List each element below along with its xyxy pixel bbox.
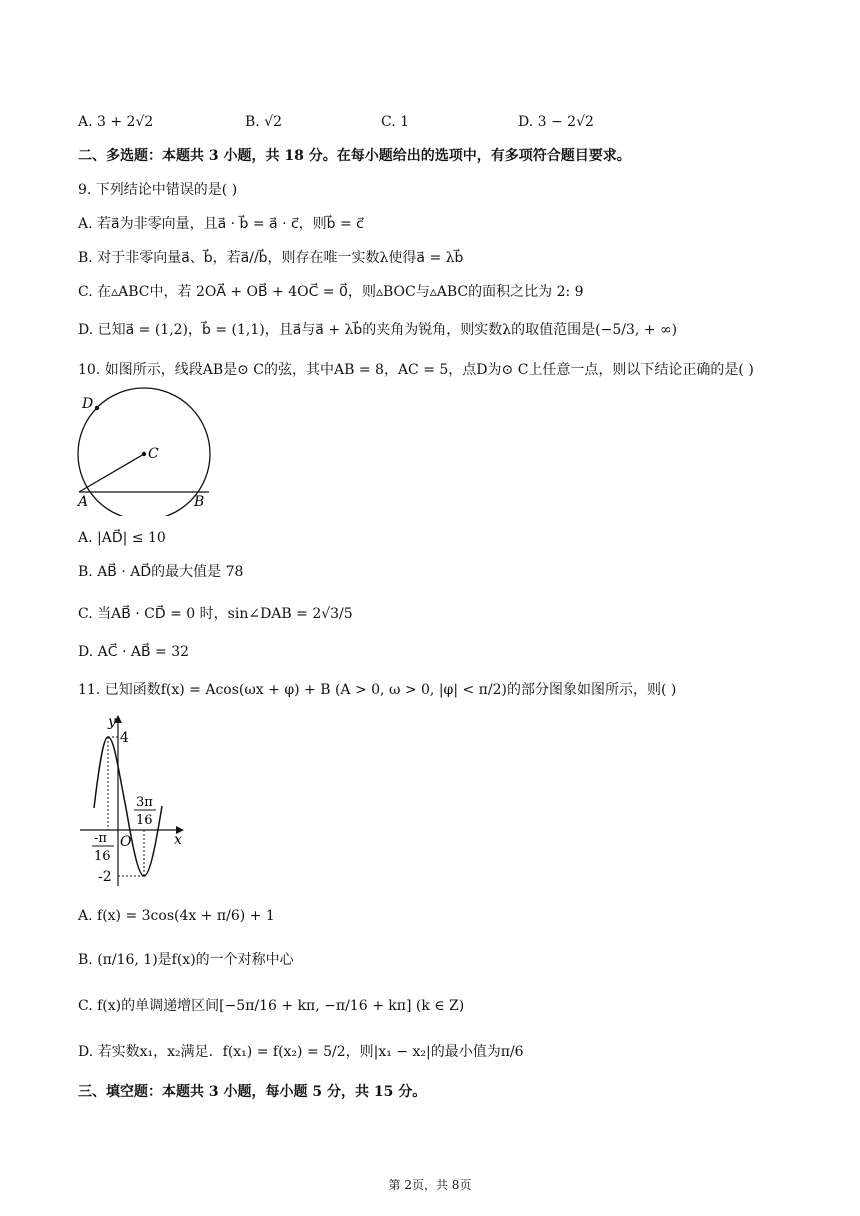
q8-option-b: B. √2: [245, 114, 283, 130]
label-b: B: [194, 494, 205, 510]
q11-stem: 11. 已知函数f(x) = Acos(ωx + φ) + B (A > 0, ω > 0, |φ| < π/2)的部分图象如图所示，则( ): [78, 682, 677, 698]
point-c: [142, 452, 146, 456]
min-label: -2: [98, 869, 112, 885]
q11-graph: [74, 708, 194, 893]
page-footer: 第 2页，共 8页: [388, 1178, 472, 1192]
max-label: 4: [120, 730, 129, 746]
label-d: D: [82, 396, 94, 412]
section3-header: 三、填空题：本题共 3 小题，每小题 5 分，共 15 分。: [78, 1084, 427, 1100]
label-3pi: 3π: [136, 795, 153, 810]
q10-circle-figure: [70, 386, 230, 516]
label-c: C: [148, 446, 159, 462]
q10-option-c: C. 当AB⃗ · CD⃗ = 0 时，sin∠DAB = 2√3/5: [78, 606, 353, 622]
label-16-right: 16: [136, 813, 153, 828]
q11-option-d: D. 若实数x₁，x₂满足．f(x₁) = f(x₂) = 5/2，则|x₁ − x₂|的最小值为π/6: [78, 1044, 524, 1060]
y-label: y: [108, 714, 116, 730]
x-label: x: [174, 832, 182, 848]
segment-ac: [79, 454, 144, 492]
q10-stem: 10. 如图所示，线段AB是⊙ C的弦，其中AB = 8，AC = 5，点D为⊙ C上任意一点，则以下结论正确的是( ): [78, 362, 754, 378]
q11-option-a: A. f(x) = 3cos(4x + π/6) + 1: [78, 908, 275, 924]
q8-option-c: C. 1: [381, 114, 410, 130]
label-neg-pi: -π: [94, 831, 107, 846]
label-16-left: 16: [94, 849, 111, 864]
q9-option-d: D. 已知a⃗ = (1,2)，b⃗ = (1,1)，且a⃗与a⃗ + λb⃗的夹角为锐角，则实数λ的取值范围是(−5/3, + ∞): [78, 322, 678, 338]
point-d: [95, 406, 99, 410]
q10-option-a: A. |AD⃗| ≤ 10: [78, 530, 166, 546]
q8-option-d: D. 3 − 2√2: [518, 114, 594, 130]
q8-option-a: A. 3 + 2√2: [78, 114, 154, 130]
q9-option-c: C. 在▵ABC中，若 2OA⃗ + OB⃗ + 4OC⃗ = 0⃗，则▵BOC与▵ABC的面积之比为 2: 9: [78, 284, 584, 300]
q9-option-b: B. 对于非零向量a⃗、b⃗，若a⃗//b⃗，则存在唯一实数λ使得a⃗ = λb⃗: [78, 250, 464, 266]
q11-option-c: C. f(x)的单调递增区间[−5π/16 + kπ, −π/16 + kπ] (k ∈ Z): [78, 998, 465, 1014]
label-a: A: [78, 494, 89, 510]
q8-options: [78, 114, 778, 134]
q10-option-d: D. AC⃗ · AB⃗ = 32: [78, 644, 190, 660]
q11-option-b: B. (π/16, 1)是f(x)的一个对称中心: [78, 952, 294, 968]
section2-header: 二、多选题：本题共 3 小题，共 18 分。在每小题给出的选项中，有多项符合题目要求。: [78, 148, 631, 164]
q10-option-b: B. AB⃗ · AD⃗的最大值是 78: [78, 564, 244, 580]
q9-stem: 9. 下列结论中错误的是( ): [78, 182, 238, 198]
origin-label: O: [120, 834, 132, 850]
q9-option-a: A. 若a⃗为非零向量，且a⃗ · b⃗ = a⃗ · c⃗，则b⃗ = c⃗: [78, 216, 364, 232]
